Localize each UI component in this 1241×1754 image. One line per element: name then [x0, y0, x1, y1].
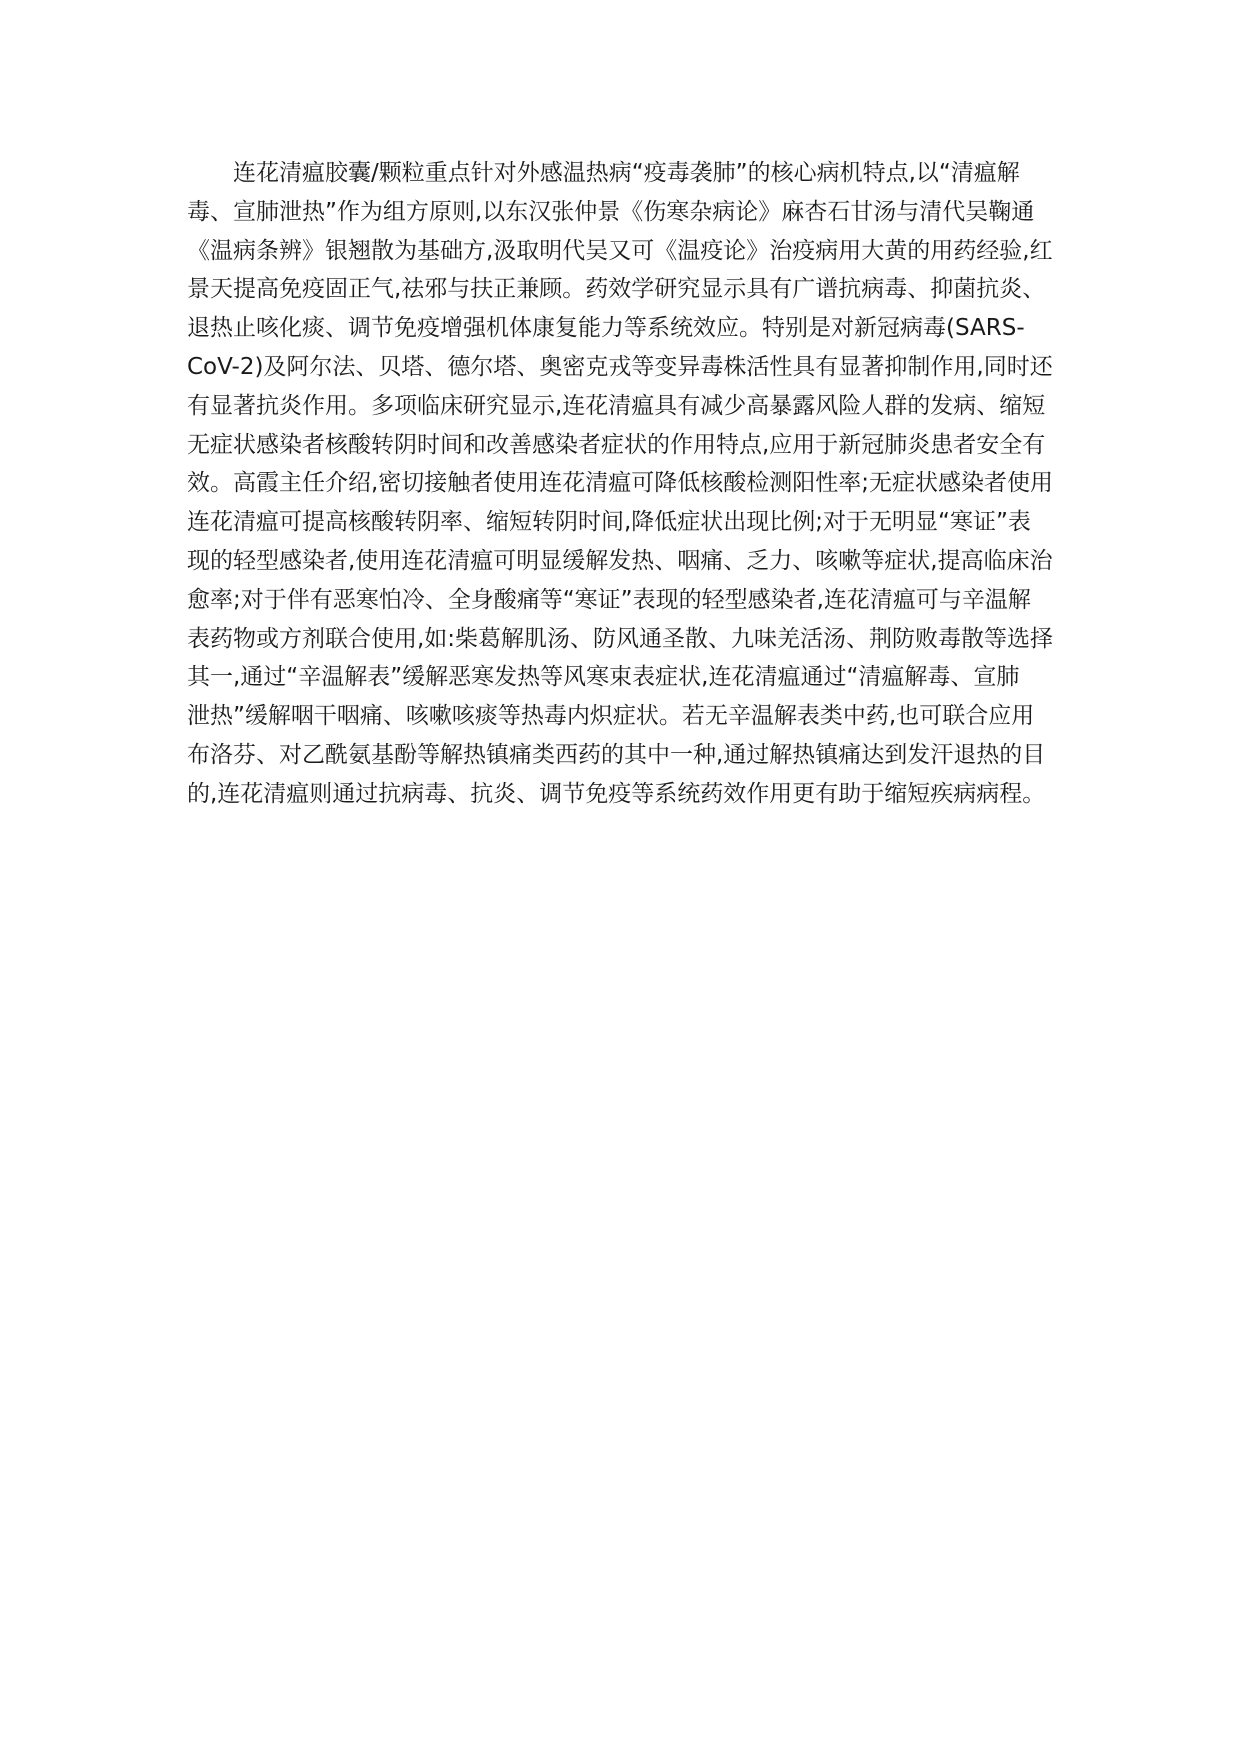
paragraph-line: 《温病条辨》银翘散为基础方,汲取明代吴又可《温疫论》治疫病用大黄的用药经验,红 [187, 237, 1053, 264]
paragraph-line: 表药物或方剂联合使用,如:柴葛解肌汤、防风通圣散、九味羌活汤、荆防败毒散等选择 [187, 625, 1054, 652]
paragraph-line: 愈率;对于伴有恶寒怕冷、全身酸痛等“寒证”表现的轻型感染者,连花清瘟可与辛温解 [187, 586, 1031, 613]
paragraph-line: 连花清瘟胶囊/颗粒重点针对外感温热病“疫毒袭肺”的核心病机特点,以“清瘟解 [233, 160, 1020, 186]
paragraph-line: 泄热”缓解咽干咽痛、咳嗽咳痰等热毒内炽症状。若无辛温解表类中药,也可联合应用 [187, 703, 1035, 730]
paragraph-line: 有显著抗炎作用。多项临床研究显示,连花清瘟具有减少高暴露风险人群的发病、缩短 [187, 392, 1046, 419]
body-paragraph [187, 154, 1057, 814]
paragraph-line: 无症状感染者核酸转阴时间和改善感染者症状的作用特点,应用于新冠肺炎患者安全有 [187, 431, 1046, 458]
paragraph-line: 退热止咳化痰、调节免疫增强机体康复能力等系统效应。特别是对新冠病毒(SARS- [187, 315, 1025, 342]
paragraph-line: 毒、宣肺泄热”作为组方原则,以东汉张仲景《伤寒杂病论》麻杏石甘汤与清代吴鞠通 [187, 198, 1035, 225]
paragraph-line: 现的轻型感染者,使用连花清瘟可明显缓解发热、咽痛、乏力、咳嗽等症状,提高临床治 [187, 547, 1053, 574]
paragraph-line: 其一,通过“辛温解表”缓解恶寒发热等风寒束表症状,连花清瘟通过“清瘟解毒、宣肺 [187, 664, 1020, 691]
paragraph-line: 的,连花清瘟则通过抗病毒、抗炎、调节免疫等系统药效作用更有助于缩短疾病病程。 [187, 780, 1046, 807]
paragraph-line: 效。高霞主任介绍,密切接触者使用连花清瘟可降低核酸检测阳性率;无症状感染者使用 [187, 470, 1054, 497]
paragraph-line: CoV-2)及阿尔法、贝塔、德尔塔、奥密克戎等变异毒株活性具有显著抑制作用,同时还 [187, 353, 1053, 380]
paragraph-line: 连花清瘟可提高核酸转阴率、缩短转阴时间,降低症状出现比例;对于无明显“寒证”表 [187, 509, 1031, 536]
paragraph-line: 布洛芬、对乙酰氨基酚等解热镇痛类西药的其中一种,通过解热镇痛达到发汗退热的目 [187, 741, 1046, 768]
paragraph-line: 景天提高免疫固正气,祛邪与扶正兼顾。药效学研究显示具有广谱抗病毒、抑菌抗炎、 [187, 276, 1046, 303]
